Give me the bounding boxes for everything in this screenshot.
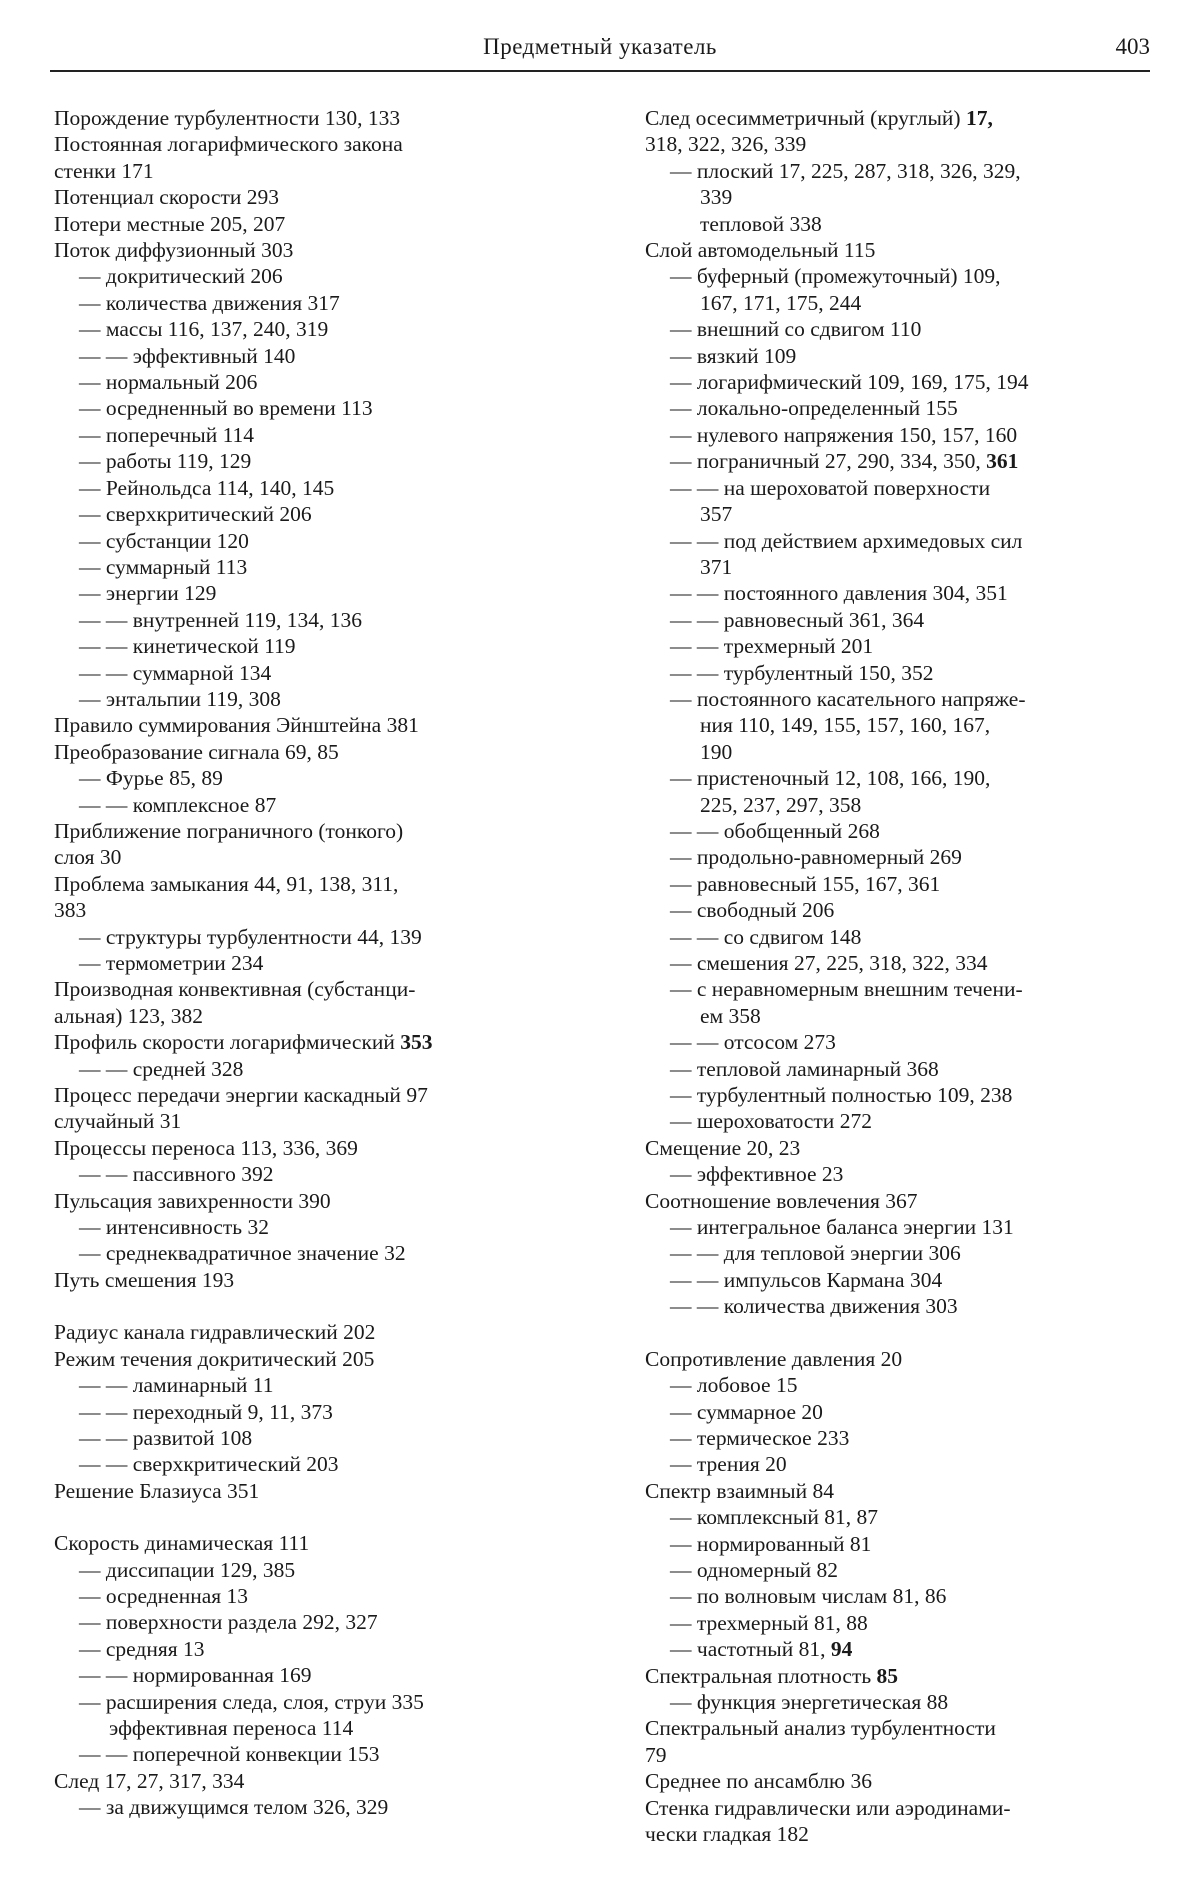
index-entry bbox=[54, 765, 562, 791]
index-entry-text: слоя 30 bbox=[54, 845, 122, 870]
index-entry bbox=[645, 369, 1157, 395]
index-entry bbox=[645, 1531, 1157, 1557]
index-entry-text: — свободный 206 bbox=[670, 898, 835, 923]
index-entry-bold-page: 17, bbox=[965, 106, 993, 130]
index-entry bbox=[645, 580, 1157, 606]
index-entry-text: — количества движения 317 bbox=[79, 290, 340, 315]
index-entry-text: тепловой 338 bbox=[700, 211, 822, 236]
index-entry-text: — поверхности раздела 292, 327 bbox=[79, 1610, 378, 1635]
index-entry-text: — нормированный 81 bbox=[670, 1531, 872, 1556]
index-entry-text: Среднее по ансамблю 36 bbox=[645, 1769, 872, 1794]
index-entry-text: Поток диффузионный 303 bbox=[54, 238, 294, 263]
index-entry-text: — функция энергетическая 88 bbox=[670, 1689, 949, 1714]
index-entry-text: — турбулентный полностью 109, 238 bbox=[670, 1083, 1013, 1108]
index-entry bbox=[645, 528, 1157, 554]
index-entry-continuation bbox=[645, 739, 1157, 765]
index-entry bbox=[54, 263, 562, 289]
index-entry bbox=[54, 1794, 562, 1820]
index-entry bbox=[54, 871, 562, 897]
index-entry bbox=[645, 1161, 1157, 1187]
index-entry-text: — энергии 129 bbox=[79, 581, 217, 606]
index-entry bbox=[645, 1768, 1157, 1794]
index-entry-text: эффективная переноса 114 bbox=[109, 1715, 354, 1740]
index-entry-text: — по волновым числам 81, 86 bbox=[670, 1584, 947, 1609]
index-entry-text: — частотный 81, bbox=[670, 1637, 831, 1662]
index-entry-text: — равновесный 155, 167, 361 bbox=[670, 871, 941, 896]
index-entry bbox=[645, 448, 1157, 474]
index-entry-text: — — ламинарный 11 bbox=[79, 1373, 274, 1398]
index-entry bbox=[645, 1610, 1157, 1636]
index-entry bbox=[645, 1214, 1157, 1240]
index-entry bbox=[645, 1636, 1157, 1662]
index-entry-text: Сопротивление давления 20 bbox=[645, 1346, 903, 1371]
index-entry-text: 383 bbox=[54, 898, 87, 923]
index-entry-text: ем 358 bbox=[700, 1003, 761, 1028]
index-entry-text: — суммарное 20 bbox=[670, 1399, 823, 1424]
index-entry bbox=[54, 343, 562, 369]
index-entry-text: — — равновесный 361, 364 bbox=[670, 607, 925, 632]
index-entry bbox=[54, 1557, 562, 1583]
index-entry-text: — логарифмический 109, 169, 175, 194 bbox=[670, 370, 1029, 395]
index-entry-continuation bbox=[645, 1742, 1157, 1768]
index-entry-continuation bbox=[645, 1003, 1157, 1029]
index-entry bbox=[54, 1583, 562, 1609]
index-entry-text: Радиус канала гидравлический 202 bbox=[54, 1320, 376, 1345]
index-entry-text: — лобовое 15 bbox=[670, 1373, 798, 1398]
index-entry bbox=[54, 554, 562, 580]
index-entry-text: ния 110, 149, 155, 157, 160, 167, bbox=[700, 713, 991, 738]
index-entry bbox=[54, 448, 562, 474]
index-entry-text: — сверхкритический 206 bbox=[79, 502, 312, 527]
index-entry bbox=[645, 686, 1157, 712]
index-entry-continuation bbox=[645, 211, 1157, 237]
index-entry-text: — — развитой 108 bbox=[79, 1425, 253, 1450]
index-entry-text: — смешения 27, 225, 318, 322, 334 bbox=[670, 951, 988, 975]
index-entry bbox=[645, 818, 1157, 844]
index-entry bbox=[54, 1530, 562, 1556]
index-entry bbox=[54, 1399, 562, 1425]
index-entry bbox=[645, 316, 1157, 342]
index-entry bbox=[645, 1583, 1157, 1609]
index-entry bbox=[54, 528, 562, 554]
index-entry bbox=[645, 1689, 1157, 1715]
index-entry-text: 225, 237, 297, 358 bbox=[700, 792, 862, 817]
index-entry bbox=[54, 1478, 562, 1504]
index-entry-text: Порождение турбулентности 130, 133 bbox=[54, 106, 401, 130]
index-entry-text: Режим течения докритический 205 bbox=[54, 1346, 375, 1371]
index-entry bbox=[645, 871, 1157, 897]
index-entry bbox=[54, 184, 562, 210]
index-entry bbox=[54, 660, 562, 686]
index-entry bbox=[645, 1346, 1157, 1372]
index-entry bbox=[54, 1056, 562, 1082]
index-entry-text: — поперечный 114 bbox=[79, 422, 255, 447]
index-entry-text: — — турбулентный 150, 352 bbox=[670, 660, 934, 685]
index-entry-text: — средняя 13 bbox=[79, 1636, 205, 1661]
index-entry-text: — тепловой ламинарный 368 bbox=[670, 1056, 939, 1081]
index-entry-text: 167, 171, 175, 244 bbox=[700, 290, 862, 315]
index-entry-text: След 17, 27, 317, 334 bbox=[54, 1768, 245, 1793]
index-entry-text: — — внутренней 119, 134, 136 bbox=[79, 607, 362, 632]
index-entry bbox=[54, 924, 562, 950]
index-entry-text: — эффективное 23 bbox=[670, 1162, 844, 1187]
index-entry bbox=[54, 1188, 562, 1214]
index-entry-text: стенки 171 bbox=[54, 158, 154, 183]
index-entry-text: — — комплексное 87 bbox=[79, 792, 277, 817]
index-entry bbox=[645, 1504, 1157, 1530]
index-entry-text: — нулевого напряжения 150, 157, 160 bbox=[670, 422, 1018, 447]
index-entry bbox=[54, 1029, 562, 1055]
index-entry bbox=[54, 237, 562, 263]
index-entry bbox=[54, 1161, 562, 1187]
index-entry-text: — продольно-равномерный 269 bbox=[670, 845, 962, 870]
index-entry bbox=[645, 897, 1157, 923]
index-entry bbox=[54, 686, 562, 712]
index-entry bbox=[54, 633, 562, 659]
index-entry bbox=[54, 1372, 562, 1398]
index-entry bbox=[645, 1108, 1157, 1134]
index-entry-text: — — нормированная 169 bbox=[79, 1663, 312, 1688]
index-entry-text: — суммарный 113 bbox=[79, 554, 248, 579]
index-entry-text: — — под действием архимедовых сил bbox=[670, 528, 1023, 553]
index-entry-text: Путь смешения 193 bbox=[54, 1267, 235, 1292]
index-entry-text: — нормальный 206 bbox=[79, 370, 258, 395]
running-head bbox=[50, 28, 1150, 72]
index-entry bbox=[54, 1135, 562, 1161]
index-entry bbox=[645, 1715, 1157, 1741]
index-entry-text: 79 bbox=[645, 1742, 667, 1767]
index-entry bbox=[54, 1346, 562, 1372]
index-entry bbox=[54, 475, 562, 501]
index-entry-text: Стенка гидравлически или аэродинами- bbox=[645, 1795, 1011, 1820]
index-entry-continuation bbox=[54, 897, 562, 923]
index-entry-text: След осесимметричный (круглый) bbox=[645, 106, 966, 130]
index-entry-text: — Фурье 85, 89 bbox=[79, 766, 223, 791]
index-entry bbox=[54, 739, 562, 765]
index-entry bbox=[645, 976, 1157, 1002]
index-entry bbox=[645, 1135, 1157, 1161]
index-entry-text: — Рейнольдса 114, 140, 145 bbox=[79, 475, 335, 500]
index-entry-continuation bbox=[645, 1821, 1157, 1847]
index-entry bbox=[645, 1663, 1157, 1689]
index-entry-continuation bbox=[54, 1108, 562, 1134]
index-entry-text: Профиль скорости логарифмический bbox=[54, 1030, 401, 1055]
index-entry bbox=[645, 1795, 1157, 1821]
index-entry bbox=[645, 1267, 1157, 1293]
index-entry-text: Потенциал скорости 293 bbox=[54, 185, 280, 210]
index-entry-text: Процессы переноса 113, 336, 369 bbox=[54, 1135, 358, 1160]
index-entry bbox=[645, 1082, 1157, 1108]
index-entry-text: Преобразование сигнала 69, 85 bbox=[54, 739, 339, 764]
index-entry-text: Скорость динамическая 111 bbox=[54, 1531, 310, 1556]
index-entry-bold-page: 361 bbox=[986, 449, 1019, 474]
index-entry bbox=[54, 290, 562, 316]
index-entry-text: Спектральный анализ турбулентности bbox=[645, 1716, 996, 1741]
index-entry bbox=[645, 1240, 1157, 1266]
index-entry-text: Постоянная логарифмического закона bbox=[54, 132, 403, 157]
index-entry-text: 371 bbox=[700, 554, 733, 579]
index-entry bbox=[645, 237, 1157, 263]
index-entry-text: — работы 119, 129 bbox=[79, 449, 252, 474]
index-entry-text: Спектральная плотность bbox=[645, 1663, 877, 1688]
index-entry-text: Соотношение вовлечения 367 bbox=[645, 1188, 918, 1213]
index-entry bbox=[645, 1399, 1157, 1425]
index-entry-text: Правило суммирования Эйнштейна 381 bbox=[54, 713, 419, 738]
index-entry bbox=[645, 1056, 1157, 1082]
index-entry bbox=[645, 633, 1157, 659]
index-entry-text: — одномерный 82 bbox=[670, 1557, 839, 1582]
index-entry-text: — — средней 328 bbox=[79, 1056, 244, 1081]
index-entry bbox=[645, 844, 1157, 870]
index-entry bbox=[54, 1267, 562, 1293]
index-entry-text: — осредненная 13 bbox=[79, 1583, 249, 1608]
index-entry bbox=[54, 501, 562, 527]
index-entry bbox=[54, 950, 562, 976]
index-entry bbox=[54, 1319, 562, 1345]
index-entry bbox=[645, 1451, 1157, 1477]
index-entry-continuation bbox=[645, 184, 1157, 210]
index-entry-text: Спектр взаимный 84 bbox=[645, 1478, 834, 1503]
index-entry-text: Смещение 20, 23 bbox=[645, 1135, 801, 1160]
index-entry-text: — внешний со сдвигом 110 bbox=[670, 317, 922, 342]
index-entry-continuation bbox=[645, 792, 1157, 818]
index-entry-text: — шероховатости 272 bbox=[670, 1109, 872, 1134]
index-entry-text: — трехмерный 81, 88 bbox=[670, 1610, 868, 1635]
index-entry bbox=[645, 607, 1157, 633]
index-entry bbox=[645, 158, 1157, 184]
index-entry-text: 339 bbox=[700, 185, 733, 210]
index-entry-text: — — на шероховатой поверхности bbox=[670, 475, 991, 500]
index-entry-text: — с неравномерным внешним течени- bbox=[670, 977, 1023, 1002]
index-entry-continuation bbox=[645, 131, 1157, 157]
index-entry bbox=[645, 1557, 1157, 1583]
index-entry-text: — осредненный во времени 113 bbox=[79, 396, 373, 421]
index-entry bbox=[645, 1293, 1157, 1319]
index-entry bbox=[54, 607, 562, 633]
index-entry bbox=[645, 1425, 1157, 1451]
index-entry bbox=[54, 211, 562, 237]
index-entry-bold-page: 353 bbox=[400, 1030, 433, 1055]
index-entry-text: — локально-определенный 155 bbox=[670, 396, 958, 421]
index-entry-text: — — пассивного 392 bbox=[79, 1162, 274, 1187]
index-column-right bbox=[645, 105, 1157, 1847]
index-entry-text: — — кинетической 119 bbox=[79, 634, 296, 659]
index-entry-text: Пульсация завихренности 390 bbox=[54, 1188, 331, 1213]
index-entry bbox=[645, 343, 1157, 369]
index-entry bbox=[54, 1689, 562, 1715]
index-entry bbox=[54, 1240, 562, 1266]
index-entry-text: Потери местные 205, 207 bbox=[54, 211, 286, 236]
index-entry bbox=[54, 712, 562, 738]
index-entry-text: — пристеночный 12, 108, 166, 190, bbox=[670, 766, 991, 791]
index-entry-text: — диссипации 129, 385 bbox=[79, 1557, 296, 1582]
index-entry bbox=[645, 660, 1157, 686]
index-entry-text: — термометрии 234 bbox=[79, 951, 264, 975]
index-entry-text: — термическое 233 bbox=[670, 1425, 850, 1450]
index-entry-text: Производная конвективная (субстанци- bbox=[54, 977, 416, 1002]
index-entry-text: — энтальпии 119, 308 bbox=[79, 686, 281, 711]
index-entry-text: Слой автомодельный 115 bbox=[645, 238, 876, 263]
index-entry bbox=[54, 1214, 562, 1240]
index-entry-text: 190 bbox=[700, 739, 733, 764]
index-entry-text: — — переходный 9, 11, 373 bbox=[79, 1399, 333, 1424]
index-entry bbox=[645, 950, 1157, 976]
index-entry-text: — интенсивность 32 bbox=[79, 1215, 269, 1240]
index-entry-continuation bbox=[645, 501, 1157, 527]
index-entry-text: — интегральное баланса энергии 131 bbox=[670, 1215, 1014, 1240]
index-entry bbox=[54, 818, 562, 844]
index-entry-text: — — поперечной конвекции 153 bbox=[79, 1742, 380, 1767]
index-entry-continuation bbox=[54, 1003, 562, 1029]
index-entry bbox=[645, 263, 1157, 289]
index-entry-continuation bbox=[54, 158, 562, 184]
index-entry bbox=[54, 792, 562, 818]
index-entry bbox=[54, 1425, 562, 1451]
index-entry-text: Процесс передачи энергии каскадный 97 bbox=[54, 1083, 428, 1108]
index-entry bbox=[54, 105, 562, 131]
index-entry-text: — массы 116, 137, 240, 319 bbox=[79, 317, 329, 342]
index-entry bbox=[645, 422, 1157, 448]
index-entry-text: — плоский 17, 225, 287, 318, 326, 329, bbox=[670, 158, 1021, 183]
index-entry bbox=[54, 1451, 562, 1477]
index-entry-text: — — сверхкритический 203 bbox=[79, 1452, 339, 1477]
index-entry bbox=[54, 395, 562, 421]
index-entry-text: 357 bbox=[700, 502, 733, 527]
index-entry bbox=[645, 395, 1157, 421]
index-entry-text: альная) 123, 382 bbox=[54, 1003, 203, 1028]
index-entry bbox=[645, 1029, 1157, 1055]
index-entry bbox=[645, 1372, 1157, 1398]
index-entry-text: — — импульсов Кармана 304 bbox=[670, 1267, 943, 1292]
index-entry-continuation bbox=[645, 290, 1157, 316]
index-entry bbox=[54, 131, 562, 157]
index-entry-text: — — со сдвигом 148 bbox=[670, 924, 862, 949]
index-entry bbox=[54, 976, 562, 1002]
index-entry-text: — докритический 206 bbox=[79, 264, 283, 289]
index-entry-bold-page: 94 bbox=[830, 1637, 853, 1662]
index-entry bbox=[645, 105, 1157, 131]
index-entry-text: — — количества движения 303 bbox=[670, 1294, 958, 1319]
index-entry-text: Решение Блазиуса 351 bbox=[54, 1478, 260, 1503]
index-entry-text: 318, 322, 326, 339 bbox=[645, 132, 807, 157]
index-entry bbox=[645, 475, 1157, 501]
index-entry bbox=[645, 1188, 1157, 1214]
page-title: Предметный указатель bbox=[483, 34, 717, 59]
index-entry-text: — — трехмерный 201 bbox=[670, 634, 874, 659]
index-entry bbox=[54, 1662, 562, 1688]
index-entry-text: — расширения следа, слоя, струи 335 bbox=[79, 1689, 424, 1714]
index-entry-text: — — обобщенный 268 bbox=[670, 818, 880, 843]
index-entry-text: — пограничный 27, 290, 334, 350, bbox=[670, 449, 987, 474]
index-entry-continuation bbox=[645, 554, 1157, 580]
index-entry bbox=[54, 1082, 562, 1108]
index-entry bbox=[645, 1478, 1157, 1504]
index-entry-text: — структуры турбулентности 44, 139 bbox=[79, 924, 422, 949]
page-number: 403 bbox=[1115, 34, 1150, 59]
index-entry-continuation bbox=[54, 1715, 562, 1741]
index-entry-bold-page: 85 bbox=[876, 1663, 899, 1688]
index-entry bbox=[54, 369, 562, 395]
index-entry-text: — вязкий 109 bbox=[670, 343, 797, 368]
index-entry-text: чески гладкая 182 bbox=[645, 1822, 809, 1846]
index-entry bbox=[54, 1741, 562, 1767]
index-column-left bbox=[54, 105, 562, 1821]
index-entry bbox=[54, 1636, 562, 1662]
index-entry bbox=[54, 1609, 562, 1635]
index-entry-text: — за движущимся телом 326, 329 bbox=[79, 1795, 389, 1820]
index-entry-text: — — постоянного давления 304, 351 bbox=[670, 581, 1008, 606]
index-entry-text: случайный 31 bbox=[54, 1109, 182, 1134]
index-entry bbox=[54, 580, 562, 606]
index-entry-text: — среднеквадратичное значение 32 bbox=[79, 1241, 406, 1266]
index-entry-text: — субстанции 120 bbox=[79, 528, 249, 553]
index-entry-continuation bbox=[54, 844, 562, 870]
index-entry bbox=[54, 422, 562, 448]
index-entry-continuation bbox=[645, 712, 1157, 738]
index-entry-text: — буферный (промежуточный) 109, bbox=[670, 264, 1001, 289]
index-entry-text: Проблема замыкания 44, 91, 138, 311, bbox=[54, 871, 399, 896]
index-entry bbox=[645, 924, 1157, 950]
index-entry-text: — — отсосом 273 bbox=[670, 1030, 836, 1055]
index-entry-text: — — для тепловой энергии 306 bbox=[670, 1241, 961, 1266]
index-entry-text: — — эффективный 140 bbox=[79, 343, 296, 368]
index-entry-text: — — суммарной 134 bbox=[79, 660, 272, 685]
index-entry bbox=[645, 765, 1157, 791]
index-entry bbox=[54, 1768, 562, 1794]
index-entry-text: — постоянного касательного напряже- bbox=[670, 686, 1026, 711]
index-entry-text: Приближение пограничного (тонкого) bbox=[54, 818, 404, 843]
index-entry-text: — трения 20 bbox=[670, 1452, 787, 1477]
index-entry bbox=[54, 316, 562, 342]
index-entry-text: — комплексный 81, 87 bbox=[670, 1505, 878, 1530]
